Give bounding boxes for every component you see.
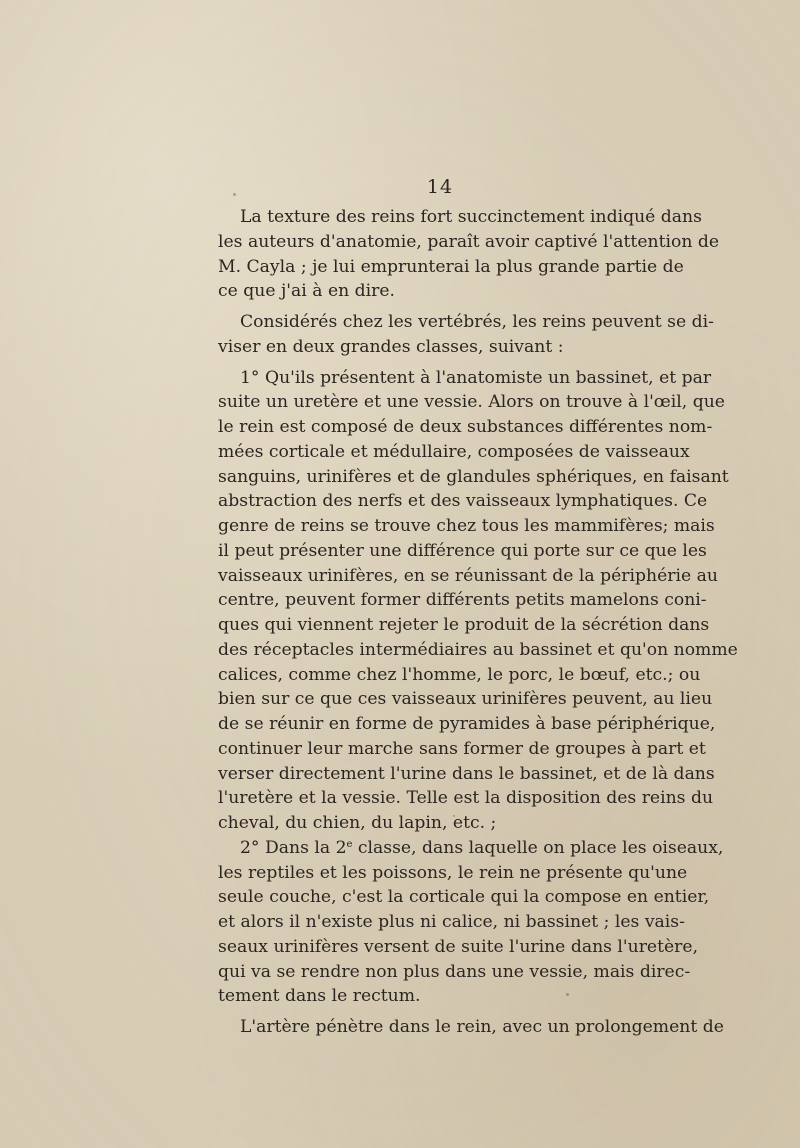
paragraph: [218, 1015, 724, 1040]
text-line: bien sur ce que ces vaisseaux urinifères peuvent, au lieu: [218, 689, 713, 710]
text-line: M. Cayla ; je lui emprunterai la plus grande partie de: [218, 256, 684, 277]
body-text: [218, 205, 738, 1040]
text-line: [218, 836, 724, 861]
text-line: mées corticale et médullaire, composées de vaisseaux: [218, 441, 690, 462]
paragraph: [218, 836, 724, 1009]
text-line: calices, comme chez l'homme, le porc, le bœuf, etc.; ou: [218, 664, 701, 685]
text-line: seule couche, c'est la corticale qui la compose en entier,: [218, 887, 710, 908]
text-line: verser directement l'urine dans le bassinet, et de là dans: [218, 763, 715, 784]
paper-speck: [453, 815, 455, 817]
text-line: cheval, du chien, du lapin, etc. ;: [218, 813, 497, 833]
paper-speck: [233, 193, 236, 196]
text-line: des réceptacles intermédiaires au bassinet et qu'on nomme: [218, 639, 738, 660]
page-number: 14: [426, 176, 454, 198]
text-line: il peut présenter une différence qui porte sur ce que les: [218, 540, 707, 561]
text-line: 1° Qu'ils présentent à l'anatomiste un bassinet, et par: [240, 367, 712, 388]
text-line: le rein est composé de deux substances différentes nom-: [218, 417, 713, 437]
text-line: continuer leur marche sans former de groupes à part et: [218, 738, 706, 759]
text-line: abstraction des nerfs et des vaisseaux lymphatiques. Ce: [218, 491, 708, 512]
paragraph: [218, 310, 714, 360]
paragraph: [218, 205, 720, 304]
text-line: suite un uretère et une vessie. Alors on trouve à l'œil, que: [218, 392, 725, 413]
text-line: L'artère pénètre dans le rein, avec un prolongement de: [240, 1017, 724, 1037]
text-line: centre, peuvent former différents petits mamelons coni-: [218, 590, 707, 611]
text-fragment: 2° Dans la 2: [240, 837, 347, 858]
text-line: tement dans le rectum.: [218, 986, 421, 1007]
paper-speck: [566, 993, 569, 996]
paragraph: [218, 366, 738, 836]
text-line: les auteurs d'anatomie, paraît avoir captivé l'attention de: [218, 231, 720, 252]
text-line: ques qui viennent rejeter le produit de la sécrétion dans: [218, 615, 710, 635]
text-line: La texture des reins fort succinctement indiqué dans: [240, 207, 702, 227]
text-line: de se réunir en forme de pyramides à base périphérique,: [218, 714, 716, 734]
text-line: les reptiles et les poissons, le rein ne présente qu'une: [218, 862, 688, 883]
text-line: seaux urinifères versent de suite l'urine dans l'uretère,: [218, 936, 699, 957]
text-line: vaisseaux urinifères, en se réunissant de la périphérie au: [218, 565, 718, 586]
text-line: l'uretère et la vessie. Telle est la disposition des reins du: [218, 788, 714, 809]
text-line: et alors il n'existe plus ni calice, ni bassinet ; les vais-: [218, 912, 685, 932]
text-line: qui va se rendre non plus dans une vessie, mais direc-: [218, 961, 691, 982]
text-line: ce que j'ai à en dire.: [218, 281, 395, 302]
text-line: genre de reins se trouve chez tous les mammifères; mais: [218, 516, 715, 536]
text-line: sanguins, urinifères et de glandules sphériques, en faisant: [218, 466, 729, 487]
superscript: e: [346, 838, 353, 850]
text-line: viser en deux grandes classes, suivant :: [218, 336, 564, 357]
text-fragment: classe, dans laquelle on place les oiseaux,: [352, 837, 724, 858]
text-line: Considérés chez les vertébrés, les reins peuvent se di-: [240, 312, 714, 332]
